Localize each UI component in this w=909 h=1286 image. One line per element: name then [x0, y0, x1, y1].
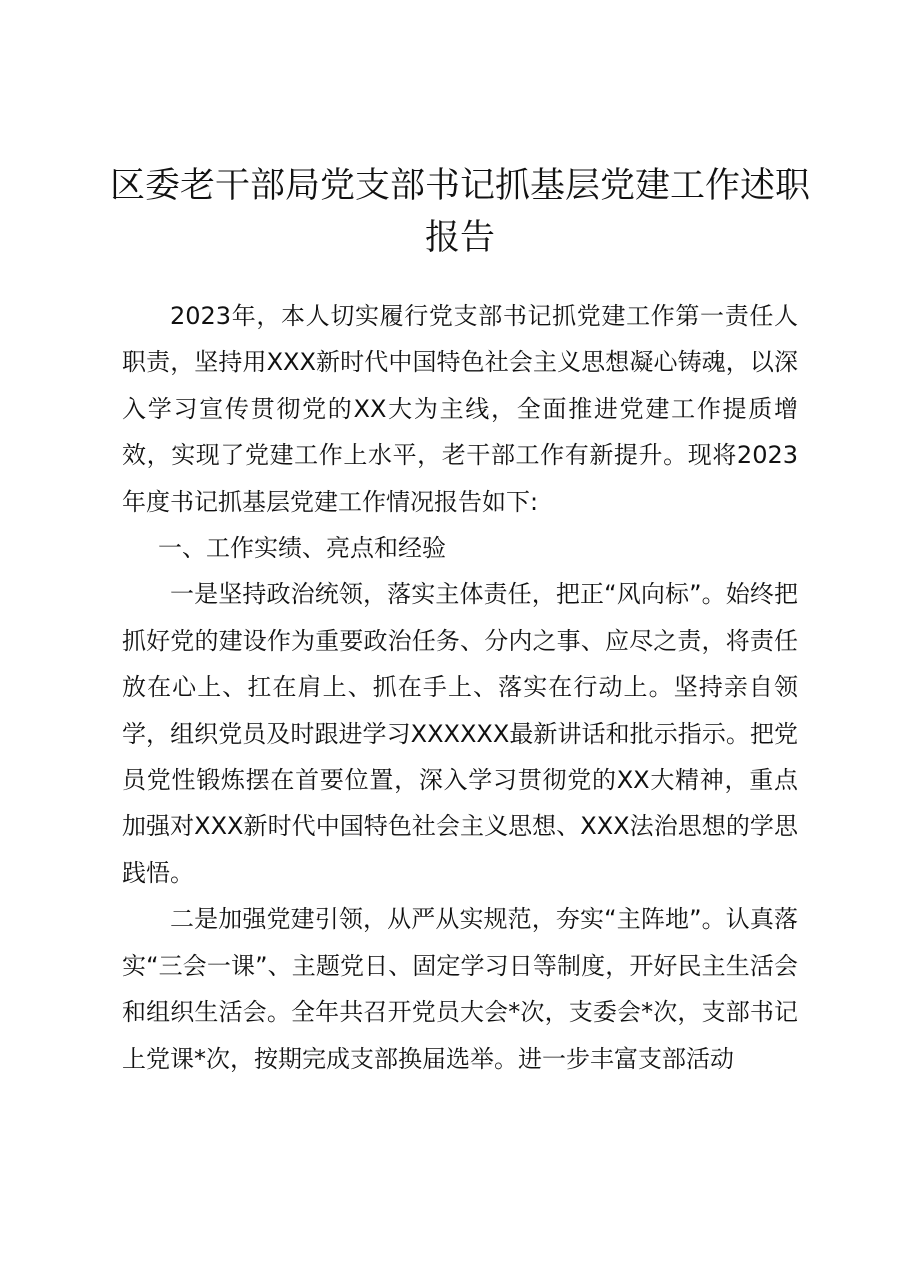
paragraph-intro: 2023年，本人切实履行党支部书记抓党建工作第一责任人职责，坚持用XXX新时代中国特色社会主义思想凝心铸魂，以深入学习宣传贯彻党的XX大为主线，全面推进党建工作提质增效，实现了党建工作上水平，老干部工作有新提升。现将2023年度书记抓基层党建工作情况报告如下:	[122, 302, 798, 516]
title-line-1: 区委老干部局党支部书记抓基层党建工作述职	[110, 166, 811, 206]
paragraph-point-1: 一是坚持政治统领，落实主体责任，把正“风向标”。始终把抓好党的建设作为重要政治任务、分内之事、应尽之责，将责任放在心上、扛在肩上、抓在手上、落实在行动上。坚持亲自领学，组织党员及时跟进学习XXXXXX最新讲话和批示指示。把党员党性锻炼摆在首要位置，深入学习贯彻党的XX大精神，重点加强对XXX新时代中国特色社会主义思想、XXX法治思想的学思践悟。	[122, 580, 798, 887]
section-heading: 一、工作实绩、亮点和经验	[158, 534, 446, 563]
paragraph-point-2: 二是加强党建引领，从严从实规范，夯实“主阵地”。认真落实“三会一课”、主题党日、固定学习日等制度，开好民主生活会和组织生活会。全年共召开党员大会*次，支委会*次，支部书记上党课*次，按期完成支部换届选举。进一步丰富支部活动	[122, 905, 798, 1073]
document-title	[110, 160, 810, 264]
title-line-2: 报告	[424, 218, 495, 258]
document-body	[122, 293, 798, 1082]
